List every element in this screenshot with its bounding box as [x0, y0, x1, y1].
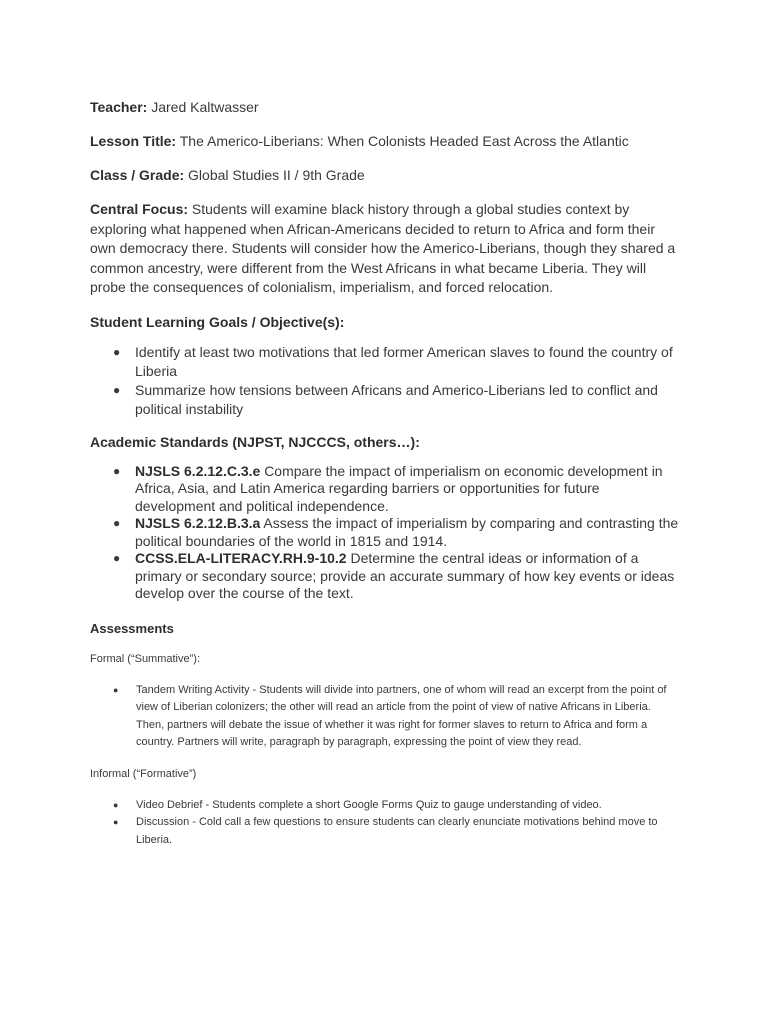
teacher-field [90, 98, 680, 118]
central-focus-label: Central Focus: [90, 201, 189, 217]
goal-item [90, 343, 680, 381]
standard-text: Assess the impact of imperialism by comparing and contrasting the political boundaries of the world in 1815 and 1914. [135, 515, 679, 549]
class-grade-label: Class / Grade: [90, 167, 185, 183]
lesson-title-field [90, 132, 680, 152]
goal-item [90, 381, 680, 419]
bullet-icon: ● [113, 817, 119, 827]
assessments-heading: Assessments [90, 620, 174, 636]
class-grade-field [90, 166, 680, 186]
goal-text: Identify at least two motivations that led former American slaves to found the country of Liberia [135, 343, 673, 379]
bullet-icon: ● [113, 463, 121, 478]
lesson-title-label: Lesson Title: [90, 133, 177, 149]
formal-assessment-item [90, 682, 680, 752]
standard-item [90, 550, 680, 603]
standard-code: NJSLS 6.2.12.C.3.e [135, 462, 261, 479]
formal-assessment-label: Formal (“Summative”): [90, 652, 201, 665]
standards-heading: Academic Standards (NJPST, NJCCCS, others…): [90, 433, 420, 450]
informal-assessment-item [90, 814, 680, 849]
standard-text: Determine the central ideas or information of a primary or secondary source; provide an accurate summary of how key events or ideas develop over the course of the text. [135, 550, 675, 601]
goals-heading: Student Learning Goals / Objective(s): [90, 313, 345, 330]
central-focus-value: Students will examine black history through a global studies context by exploring what happened when African-Americans decided to return to Africa and form their own democracy there. Students will consider how the Americo-Liberians, though they shared a common ancestry, were different from the West Africans in what became Liberia. They will probe the consequences of colonialism, imperialism, and forced relocation. [90, 201, 676, 295]
formal-assessment-text: Tandem Writing Activity - Students will divide into partners, one of whom will read an excerpt from the point of view of Liberian colonizers; the other will read an article from the point of view of native Africans in Liberia. Then, partners will debate the issue of whether it was right for former slaves to return to Africa and form a country. Partners will write, paragraph by paragraph, expressing the point of view they read. [136, 683, 667, 748]
standard-code: CCSS.ELA-LITERACY.RH.9-10.2 [135, 550, 347, 566]
informal-assessment-text: Discussion - Cold call a few questions to ensure students can clearly enunciate motivations behind move to Liberia. [136, 816, 658, 846]
bullet-icon: ● [113, 344, 121, 359]
standard-text: Compare the impact of imperialism on economic development in Africa, Asia, and Latin America regarding barriers or opportunities for future development and political independence. [135, 462, 663, 514]
informal-assessment-list [90, 797, 680, 850]
bullet-icon: ● [113, 799, 119, 810]
lesson-title-value: The Americo-Liberians: When Colonists Headed East Across the Atlantic [179, 133, 629, 149]
central-focus-field [90, 200, 680, 298]
formal-assessment-list [90, 682, 680, 752]
informal-assessment-label: Informal (“Formative”) [90, 767, 197, 780]
teacher-label: Teacher: [90, 99, 148, 115]
goal-text: Summarize how tensions between Africans and Americo-Liberians led to conflict and political instability [135, 381, 658, 417]
bullet-icon: ● [113, 551, 121, 565]
lesson-plan [90, 98, 680, 863]
standard-item [90, 515, 680, 550]
class-grade-value: Global Studies II / 9th Grade [188, 167, 365, 183]
standard-code: NJSLS 6.2.12.B.3.a [135, 515, 261, 531]
bullet-icon: ● [113, 684, 119, 695]
informal-assessment-text: Video Debrief - Students complete a short Google Forms Quiz to gauge understanding of video. [136, 798, 602, 811]
standard-item [90, 463, 680, 516]
teacher-value: Jared Kaltwasser [151, 99, 259, 115]
informal-assessment-item [90, 797, 680, 815]
bullet-icon: ● [113, 516, 121, 530]
goals-list [90, 343, 680, 419]
bullet-icon: ● [113, 382, 121, 397]
standards-list [90, 463, 680, 603]
